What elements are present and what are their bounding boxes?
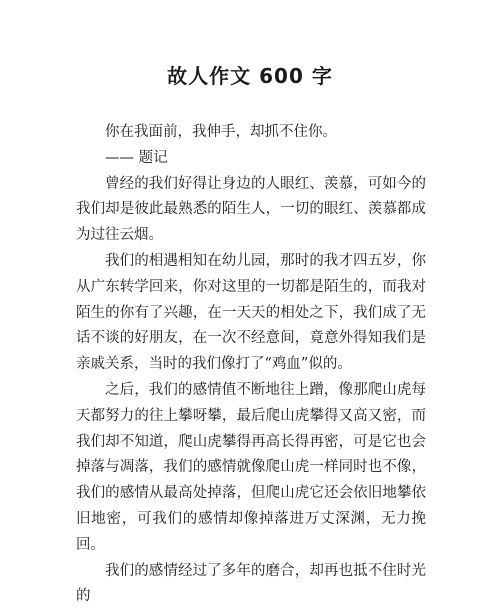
paragraph: 我们的相遇相知在幼儿园，那时的我才四五岁，你从广东转学回来，你对这里的一切都是陌生的，而我对陌生的你有了兴趣，在一天天的相处之下，我们成了无话不谈的好朋友，在一次不经意间，竟意外得知我们是亲戚关系，当时的我们像打了“鸡血”似的。 [76,252,426,373]
epigraph-line: 你在我面前，我伸手，却抓不住你。 [105,124,337,140]
paragraph: 我们的感情经过了多年的磨合，却再也抵不住时光的 [76,562,426,605]
document-title: 故人作文 600 字 [167,64,333,88]
document-body [76,120,426,610]
paragraph: 之后，我们的感情值不断地往上蹭，像那爬山虎每天都努力的往上攀呀攀，最后爬山虎攀得又高又密，而我们却不知道，爬山虎攀得再高长得再密，可是它也会掉落与凋落，我们的感情就像爬山虎一样同时也不像，我们的感情从最高处掉落，但爬山虎它还会依旧地攀依旧地密，可我们的感情却像掉落进万丈深渊，无力挽回。 [76,381,426,553]
paragraph: 曾经的我们好得让身边的人眼红、羡慕，可如今的我们却是彼此最熟悉的陌生人，一切的眼红、羡慕都成为过往云烟。 [76,175,426,244]
epigraph-attribution: —— 题记 [105,149,168,166]
